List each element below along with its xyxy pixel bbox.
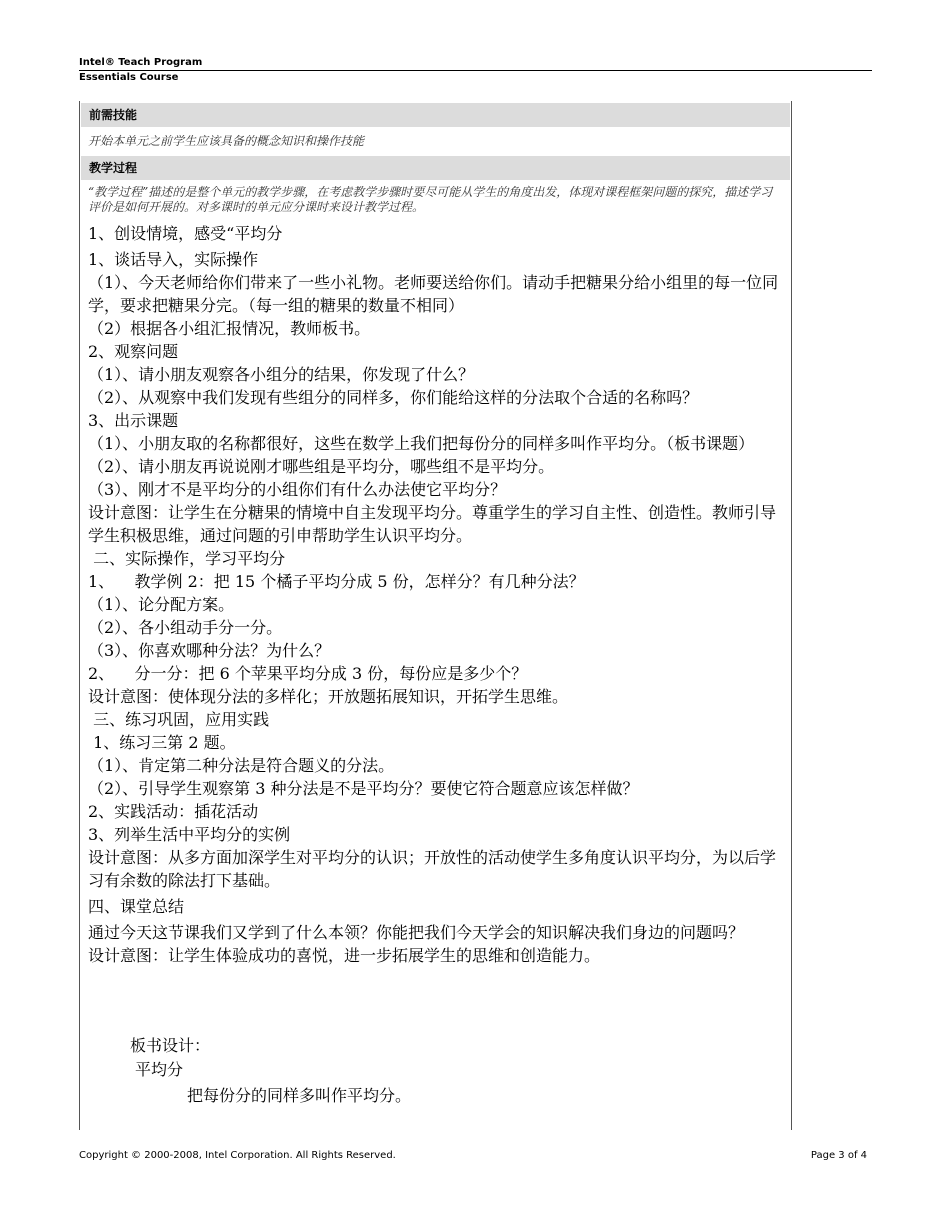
body-line: （1）、请小朋友观察各小组分的结果，你发现了什么？ xyxy=(88,365,475,384)
body-line: （2）、引导学生观察第 3 种分法是不是平均分？要使它符合题意应该怎样做？ xyxy=(88,779,639,798)
body-line: 四、课堂总结 xyxy=(88,897,185,916)
board-label: 板书设计： xyxy=(130,1036,211,1055)
body-line: （1）、小朋友取的名称都很好，这些在数学上我们把每份分的同样多叫作平均分。（板书课题） xyxy=(88,434,755,453)
body-line: （3）、你喜欢哪种分法？为什么？ xyxy=(88,641,331,660)
lesson-body xyxy=(88,222,783,967)
section-title-process: 教学过程 xyxy=(81,156,790,180)
board-title: 平均分 xyxy=(135,1060,184,1079)
section-hint-process: “教学过程”描述的是整个单元的教学步骤，在考虑教学步骤时要尽可能从学生的角度出发，体现对课程框架问题的探究，描述学习评价是如何开展的。对多课时的单元应分课时来设计教学过程。 xyxy=(88,185,773,214)
body-line: 2、实践活动：插花活动 xyxy=(88,802,259,821)
body-line: （2）、请小朋友再说说刚才哪些组是平均分，哪些组不是平均分。 xyxy=(88,457,555,476)
body-line: 二、实际操作，学习平均分 xyxy=(88,549,286,568)
body-line: 三、练习巩固，应用实践 xyxy=(88,710,270,729)
body-line: 设计意图：让学生体验成功的喜悦，进一步拓展学生的思维和创造能力。 xyxy=(88,946,601,965)
content-table xyxy=(79,101,792,1130)
header-rule xyxy=(79,70,872,71)
body-line: 设计意图：使体现分法的多样化；开放题拓展知识，开拓学生思维。 xyxy=(88,687,569,706)
board-content: 把每份分的同样多叫作平均分。 xyxy=(187,1086,412,1105)
body-line: 设计意图：从多方面加深学生对平均分的认识；开放性的活动使学生多角度认识平均分，为以后学习有余数的除法打下基础。 xyxy=(88,848,777,890)
body-line: 1、练习三第 2 题。 xyxy=(88,733,236,752)
body-line: （1）、肯定第二种分法是符合题义的分法。 xyxy=(88,756,395,775)
board-design xyxy=(130,1034,411,1108)
header-program: Intel® Teach Program xyxy=(79,57,203,68)
body-line: （1）、论分配方案。 xyxy=(88,595,235,614)
body-line: （2）、从观察中我们发现有些组分的同样多，你们能给这样的分法取个合适的名称吗？ xyxy=(88,388,699,407)
header-course: Essentials Course xyxy=(79,72,179,83)
body-line: （2）根据各小组汇报情况，教师板书。 xyxy=(88,319,371,338)
body-line: 通过今天这节课我们又学到了什么本领？你能把我们今天学会的知识解决我们身边的问题吗？ xyxy=(88,923,745,942)
body-line: 3、列举生活中平均分的实例 xyxy=(88,825,291,844)
body-line: 3、出示课题 xyxy=(88,411,179,430)
page-header xyxy=(79,56,872,84)
body-line: （3）、刚才不是平均分的小组你们有什么办法使它平均分？ xyxy=(88,480,507,499)
body-line: 1、 教学例 2：把 15 个橘子平均分成 5 份，怎样分？有几种分法？ xyxy=(88,572,585,591)
footer-page-number: Page 3 of 4 xyxy=(810,1150,867,1161)
body-line: （2）、各小组动手分一分。 xyxy=(88,618,283,637)
body-line: 2、 分一分：把 6 个苹果平均分成 3 份，每份应是多少个？ xyxy=(88,664,528,683)
body-line: 1、创设情境，感受“平均分 xyxy=(88,224,283,243)
body-line: 设计意图：让学生在分糖果的情境中自主发现平均分。尊重学生的学习自主性、创造性。教师引导学生积极思维，通过问题的引申帮助学生认识平均分。 xyxy=(88,503,777,545)
footer-copyright: Copyright © 2000-2008, Intel Corporation. All Rights Reserved. xyxy=(79,1150,396,1161)
section-title-prereq: 前需技能 xyxy=(81,103,790,127)
body-line: 1、谈话导入，实际操作 xyxy=(88,250,259,269)
body-line: （1）、今天老师给你们带来了一些小礼物。老师要送给你们。请动手把糖果分给小组里的每一位同学，要求把糖果分完。（每一组的糖果的数量不相同） xyxy=(88,273,779,315)
body-line: 2、观察问题 xyxy=(88,342,179,361)
section-hint-prereq: 开始本单元之前学生应该具备的概念知识和操作技能 xyxy=(88,134,365,148)
